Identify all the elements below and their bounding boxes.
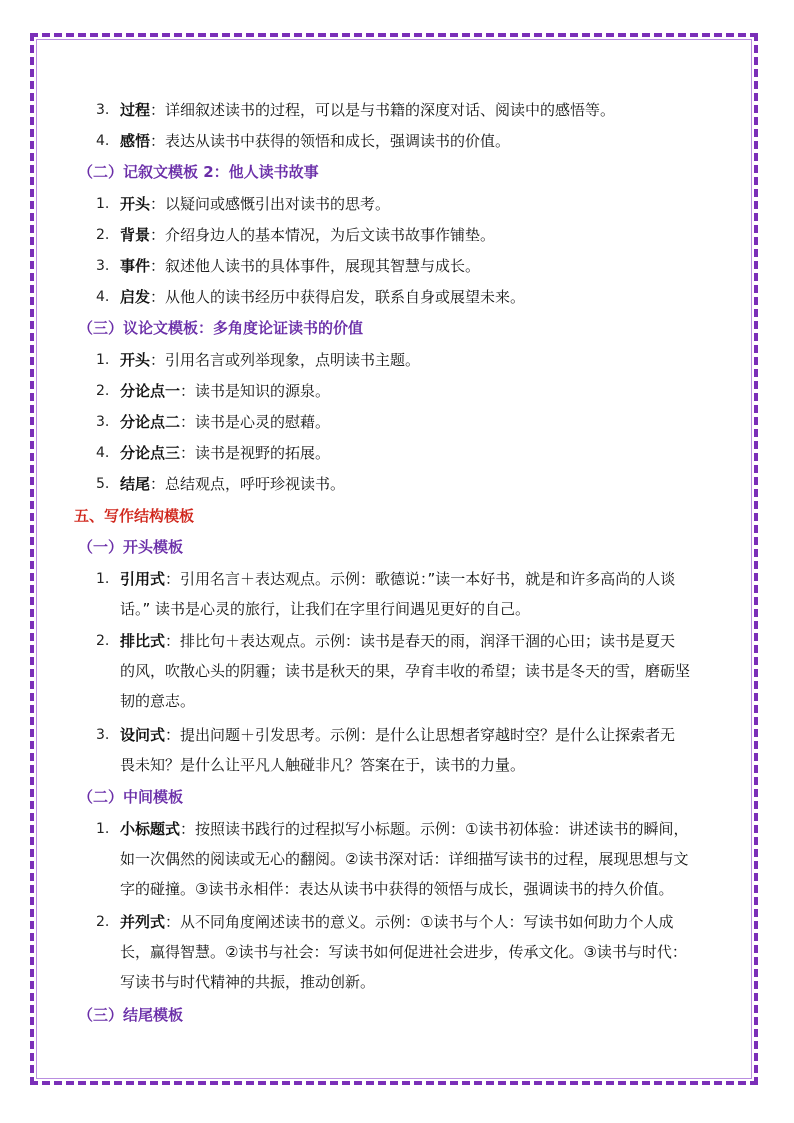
list-item <box>120 631 675 651</box>
list-item <box>120 350 420 370</box>
item-text: ：读书是视野的拓展。 <box>180 444 331 462</box>
item-continuation: 写读书与时代精神的共振，推动创新。 <box>120 973 376 991</box>
item-text: ：叙述他人读书的具体事件，展现其智慧与成长。 <box>150 257 481 275</box>
list-item <box>120 443 330 463</box>
section-heading: （二）中间模板 <box>78 788 184 806</box>
item-text: ：引用名言＋表达观点。示例：歌德说：”读一本好书，就是和许多高尚的人谈 <box>165 570 676 588</box>
list-item <box>120 100 615 120</box>
section-heading: （三）议论文模板：多角度论证读书的价值 <box>78 319 364 337</box>
item-text: ：排比句＋表达观点。示例：读书是春天的雨，润泽干涸的心田；读书是夏天 <box>165 632 676 650</box>
item-continuation: 畏未知？是什么让平凡人触碰非凡？答案在于，读书的力量。 <box>120 756 526 774</box>
item-text: ：表达从读书中获得的领悟和成长，强调读书的价值。 <box>150 132 511 150</box>
list-number: 4. <box>96 445 110 461</box>
list-item <box>120 256 480 276</box>
section-heading: （二）记叙文模板 2：他人读书故事 <box>78 163 319 181</box>
list-number: 1. <box>96 196 110 212</box>
list-item <box>120 569 675 589</box>
list-number: 3. <box>96 727 110 743</box>
item-text: ：详细叙述读书的过程，可以是与书籍的深度对话、阅读中的感悟等。 <box>150 101 616 119</box>
list-item <box>120 194 390 214</box>
item-text: ：读书是知识的源泉。 <box>180 382 331 400</box>
item-term: 开头 <box>120 351 151 369</box>
item-term: 分论点二 <box>120 413 181 431</box>
list-number: 3. <box>96 258 110 274</box>
item-text: ：总结观点，呼吁珍视读书。 <box>150 475 346 493</box>
item-continuation: 长，赢得智慧。②读书与社会：写读书如何促进社会进步，传承文化。③读书与时代： <box>120 943 687 961</box>
item-text: ：读书是心灵的慰藉。 <box>180 413 331 431</box>
item-text: ：介绍身边人的基本情况，为后文读书故事作铺垫。 <box>150 226 496 244</box>
item-text: ：从他人的读书经历中获得启发，联系自身或展望未来。 <box>150 288 526 306</box>
item-continuation: 字的碰撞。③读书永相伴：表达从读书中获得的领悟与成长，强调读书的持久价值。 <box>120 880 674 898</box>
list-item <box>120 474 345 494</box>
list-item <box>120 131 510 151</box>
item-text: ：从不同角度阐述读书的意义。示例：①读书与个人：写读书如何助力个人成 <box>165 913 674 931</box>
list-number: 2. <box>96 914 110 930</box>
item-term: 背景 <box>120 226 151 244</box>
item-term: 事件 <box>120 257 151 275</box>
list-number: 3. <box>96 414 110 430</box>
item-term: 过程 <box>120 101 151 119</box>
list-number: 1. <box>96 571 110 587</box>
list-number: 5. <box>96 476 110 492</box>
item-term: 分论点一 <box>120 382 181 400</box>
item-term: 设问式 <box>120 726 166 744</box>
item-text: ：提出问题＋引发思考。示例：是什么让思想者穿越时空？是什么让探索者无 <box>165 726 676 744</box>
item-text: ：以疑问或感慨引出对读书的思考。 <box>150 195 391 213</box>
chapter-heading: 五、写作结构模板 <box>74 507 195 525</box>
list-item <box>120 287 525 307</box>
item-term: 启发 <box>120 288 151 306</box>
list-item <box>120 381 330 401</box>
list-number: 2. <box>96 227 110 243</box>
list-item <box>120 725 675 745</box>
list-number: 1. <box>96 821 110 837</box>
item-text: ：按照读书践行的过程拟写小标题。示例：①读书初体验：讲述读书的瞬间， <box>180 820 689 838</box>
item-term: 结尾 <box>120 475 151 493</box>
item-term: 开头 <box>120 195 151 213</box>
list-item <box>120 225 495 245</box>
item-text: ：引用名言或列举现象，点明读书主题。 <box>150 351 421 369</box>
list-item <box>120 912 673 932</box>
list-item <box>120 819 688 839</box>
list-number: 4. <box>96 289 110 305</box>
list-item <box>120 412 330 432</box>
list-number: 4. <box>96 133 110 149</box>
list-number: 2. <box>96 383 110 399</box>
item-continuation: 如一次偶然的阅读或无心的翻阅。②读书深对话：详细描写读书的过程，展现思想与文 <box>120 850 689 868</box>
item-continuation: 话。” 读书是心灵的旅行，让我们在字里行间遇见更好的自己。 <box>120 600 531 618</box>
list-number: 2. <box>96 633 110 649</box>
section-heading: （一）开头模板 <box>78 538 184 556</box>
list-number: 3. <box>96 102 110 118</box>
item-term: 排比式 <box>120 632 166 650</box>
item-term: 感悟 <box>120 132 151 150</box>
item-term: 小标题式 <box>120 820 181 838</box>
list-number: 1. <box>96 352 110 368</box>
item-term: 引用式 <box>120 570 166 588</box>
item-term: 并列式 <box>120 913 166 931</box>
section-heading: （三）结尾模板 <box>78 1006 184 1024</box>
item-continuation: 韧的意志。 <box>120 692 196 710</box>
item-continuation: 的风，吹散心头的阴霾；读书是秋天的果，孕育丰收的希望；读书是冬天的雪，磨砺坚 <box>120 662 691 680</box>
item-term: 分论点三 <box>120 444 181 462</box>
